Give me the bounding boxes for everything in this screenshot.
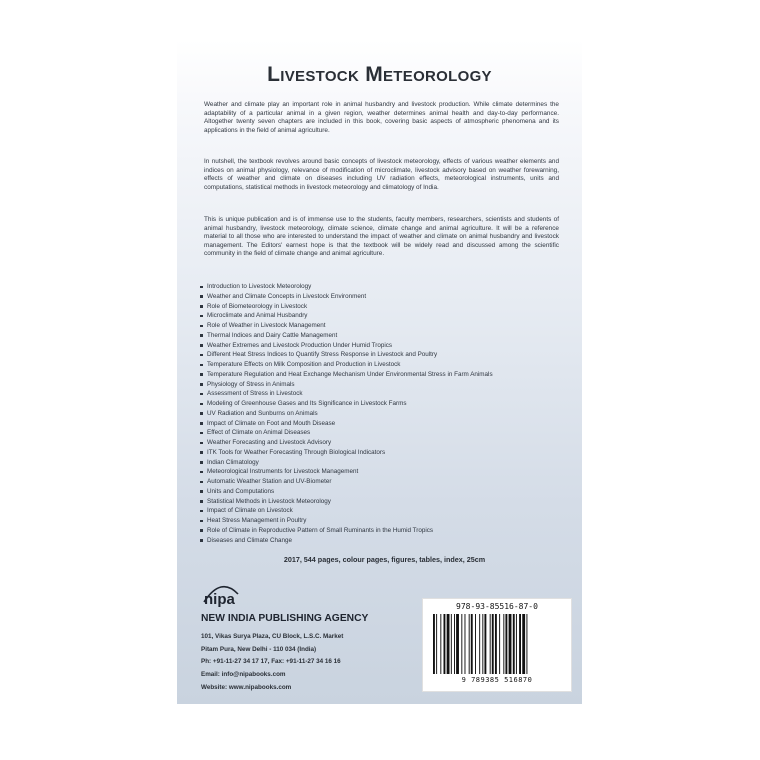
chapter-item: Role of Climate in Reproductive Pattern of Small Ruminants in the Humid Tropics [199,526,559,536]
email-line: Email: info@nipabooks.com [201,671,286,679]
chapter-item: Diseases and Climate Change [199,536,559,546]
chapter-item: Temperature Effects on Milk Composition and Production in Livestock [199,360,559,370]
chapter-item: Statistical Methods in Livestock Meteorology [199,497,559,507]
chapter-item: Role of Weather in Livestock Management [199,321,559,331]
chapter-item: Impact of Climate on Foot and Mouth Disease [199,419,559,429]
chapter-item: Temperature Regulation and Heat Exchange Mechanism Under Environmental Stress in Farm Animals [199,370,559,380]
chapter-item: Assessment of Stress in Livestock [199,389,559,399]
chapter-item: Weather Forecasting and Livestock Advisory [199,438,559,448]
chapter-item: Weather and Climate Concepts in Livestock Environment [199,292,559,302]
chapter-item: ITK Tools for Weather Forecasting Through Biological Indicators [199,448,559,458]
chapter-item: Automatic Weather Station and UV-Biometer [199,477,559,487]
address-line-2: Pitam Pura, New Delhi - 110 034 (India) [201,645,317,653]
chapter-item: Effect of Climate on Animal Diseases [199,428,559,438]
back-cover [177,40,582,704]
book-title: Livestock Meteorology [267,63,492,86]
book-specs: 2017, 544 pages, colour pages, figures, tables, index, 25cm [283,555,486,564]
address-line-1: 101, Vikas Surya Plaza, CU Block, L.S.C. Market [201,633,344,640]
chapter-item: Microclimate and Animal Husbandry [199,311,559,321]
chapter-item: Heat Stress Management in Poultry [199,516,559,526]
chapter-item: Introduction to Livestock Meteorology [199,282,559,292]
description-paragraph-3: This is unique publication and is of immense use to the students, faculty members, researchers, scientists and students of animal husbandry, livestock meteorology, climate science, climate change and animal agriculture. It will be a reference material to all those who are interested to understand the impact of weather and climate on animal husbandry and livestock management. The Editors' earnest hope is that the textbook will be widely read and discussed among the scientific community in the field of climate change and animal agriculture. [204,216,559,258]
isbn-top-text: 978-93-85516-87-0 [456,602,538,611]
chapter-item: Meteorological Instruments for Livestock Management [199,467,559,477]
chapter-item: Indian Climatology [199,458,559,468]
barcode-bars-icon [431,614,563,674]
publisher-address [201,631,343,695]
phone-fax-line: Ph: +91-11-27 34 17 17, Fax: +91-11-27 34 16 16 [201,658,341,666]
nipa-logo-icon [201,580,241,608]
description-paragraph-2: In nutshell, the textbook revolves around basic concepts of livestock meteorology, effects of various weather elements and indices on animal physiology, relevance of modification of microclimate, livestock advisory based on weather forewarning, effects of weather and climate on diseases including UV radiation effects, meteorological instruments, units and computations, statistical methods in livestock meteorology and climatology of India. [204,158,559,191]
chapter-item: Weather Extremes and Livestock Production Under Humid Tropics [199,341,559,351]
isbn-bottom-text: 9 789385 516870 [461,676,533,684]
chapter-item: Impact of Climate on Livestock [199,506,559,516]
chapter-item: Modeling of Greenhouse Gases and Its Significance in Livestock Farms [199,399,559,409]
chapter-item: Physiology of Stress in Animals [199,380,559,390]
logo-text: nipa [204,591,235,608]
publisher-name: NEW INDIA PUBLISHING AGENCY [201,613,369,624]
chapter-item: Different Heat Stress Indices to Quantify Stress Response in Livestock and Poultry [199,350,559,360]
chapter-item: UV Radiation and Sunburns on Animals [199,409,559,419]
chapter-item: Thermal Indices and Dairy Cattle Management [199,331,559,341]
website-line: Website: www.nipabooks.com [201,683,292,691]
barcode [422,598,572,692]
description-paragraph-1: Weather and climate play an important role in animal husbandry and livestock production. While climate determines the adaptability of a particular animal in a given region, weather determines animal health and day-to-day performance. Altogether twenty seven chapters are included in this book, covering basic aspects of atmospheric phenomena and its applications in the field of animal agriculture. [204,101,559,134]
chapter-list [199,282,559,545]
chapter-item: Units and Computations [199,487,559,497]
chapter-item: Role of Biometeorology in Livestock [199,302,559,312]
